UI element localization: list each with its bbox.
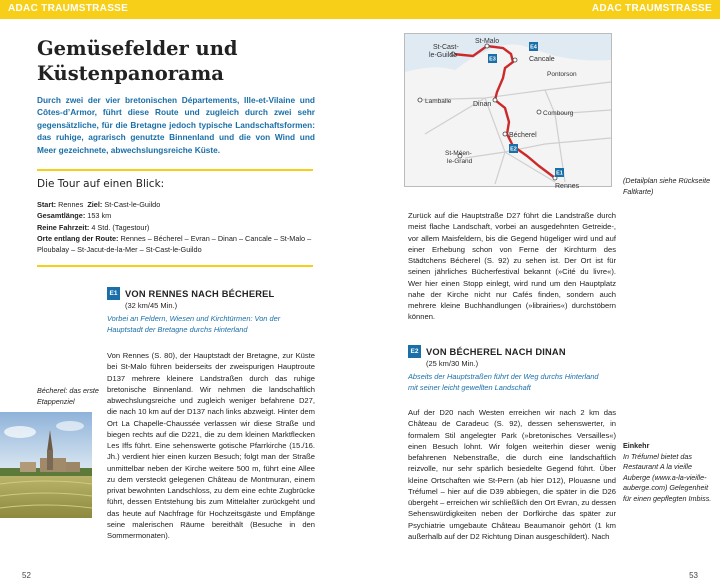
time-value: 4 Std. (Tagestour) [91,222,150,232]
tour-time-line [37,222,313,233]
map-label-becherel: Bécherel [509,132,537,139]
einkehr-text: In Tréfumel bietet das Restaurant A la vieille Auberge (www.a-la-vieille-auberge.com) Gelegenheit für einen gepflegten Imbiss. [623,451,712,503]
map-label: le-Guildo [429,52,458,59]
einkehr-title: Einkehr [623,441,650,450]
map-marker-e1: E1 [556,170,563,177]
map-label: St-Cast- [433,44,459,51]
becherel-photo [0,412,92,518]
stage-badge-e2: E2 [408,345,421,358]
map-label-cancale: Cancale [529,56,555,63]
map-label-pontorson: Pontorson [547,71,577,78]
time-label: Reine Fahrzeit: [37,222,90,232]
page-number-right: 53 [689,571,698,580]
left-header-label: ADAC TRAUMSTRASSE [8,3,129,14]
map-label-dinan: Dinan [473,101,492,108]
start-label: Start: [37,200,57,209]
tour-places-line [37,233,313,256]
tour-length-line [37,210,313,221]
divider [37,265,313,267]
map-caption: (Detailplan siehe Rückseite Faltkarte) [623,176,711,196]
einkehr-box [623,441,715,505]
right-header-label: ADAC TRAUMSTRASSE [591,3,712,14]
section-e1-subtitle: Vorbei an Feldern, Wiesen und Kirchtürmen: Von der Hauptstadt der Bretagne durchs Hinterland [107,314,281,334]
places-value: Rennes – Bécherel – Evran – Dinan – Cancale – St-Malo – Ploubalay – St-Jacut-de-la-Mer – St-Cast-le-Guildo [37,233,312,255]
section-e2-heading [408,345,566,358]
stage-badge-e1: E1 [107,287,120,300]
map-label: le-Grand [447,158,473,165]
section-e1-heading [107,287,274,300]
map-label-combourg: Combourg [543,110,574,117]
section-e1-meta: (32 km/45 Min.) [125,301,178,310]
route-map [404,33,612,190]
page-title: Gemüsefelder und Küstenpanorama [37,37,238,85]
landscape-image [0,412,92,518]
section-e2-body: Auf der D20 nach Westen erreichen wir nach 2 km das Château de Caradeuc (S. 92), dessen sehenswerter, in formalem Stil angelegter Park (»bretonisches Versailles«) einen Besuch lohnt. Wir folgen weiterhin dieser wenig befahrenen Nebenstraße, die durch eine landschaftlich reizvolle, nur sehr spärlich besiedelte Gegend führt. Über kleine Ortschaften wie St-Pern (ab hier D12), Plouasne und Tréfumel – hier auf die D39 abbiegen, die später in die D26 übergeht – erreichen wir schließlich den Ort Evran, zu dessen Sehenswürdigkeiten neben der Dorfkirche das später zur Psychiatrie umgebaute Château Beaumanoir gehört (1 km außerhalb auf der D2 Richtung Dinan ausgeschildert). Nach [408,408,616,541]
tour-heading: Die Tour auf einen Blick: [37,178,165,190]
section-e2-meta: (25 km/30 Min.) [426,359,479,368]
section-e2-title: VON BÉCHEREL NACH DINAN [426,346,566,357]
intro-text: Durch zwei der vier bretonischen Départements, Ille-et-Vilaine und Côtes-d’Armor, führt diese Route und zugleich durch zwei sehr gegensätzliche, für die Bretagne jedoch typische Landschaftsformen: das ruhige, agrarisch genutzte Binnenland und die von Wind und Meer gezeichnete, abwechslungsreiche Küste. [37,95,315,155]
section-e1-body: Von Rennes (S. 80), der Hauptstadt der Bretagne, zur Küste bei St-Malo führen beiderseits der zweispurigen Hauptroute D137 mehrere kleinere Landstraßen durch das ruhige bretonische Binnenland. Wir nehmen die landschaftlich abwechslungsreiche und zugleich weniger befahrene D27, die nach 10 km auf der D137 nach links abzweigt. Hinter dem Ort La Chapelle-Chaussée verlassen wir diese Straße und biegen rechts auf die D221, die zu dem kleinen Marktflecken Les Iffs führt. Eine sehenswerte gotische Pfarrkirche (15./16. Jh.) verdient hier einen kurzen Besuch; folgt man der Straße unmittelbar neben der Kirche weitere 500 m, führt eine Allee zu dem versteckt gelegenen Château de Montmuran, einem privat bewohnten Landschloss, zu dem eine echte Zugbrücke führt, dessen Entstehung bis zum Mittelalter zurückgeht und das heute auf Nachfrage für Hochzeitsgäste und Empfänge seine malerischen Räume bereithält (Besuche in den Sommermonaten). [107,351,315,540]
tour-summary [37,178,313,255]
map-label-rennes: Rennes [555,183,580,190]
page-number-left: 52 [22,571,31,580]
map-marker-e3: E3 [489,56,496,63]
start-value: Rennes [58,200,84,209]
right-header-bar [360,0,720,19]
section-e2-subtitle: Abseits der Hauptstraßen führt der Weg durchs Hinterland mit seiner leicht gewellten Landschaft [408,372,599,392]
left-header-bar [0,0,360,19]
divider [37,169,313,171]
route-map-svg [405,34,611,190]
map-label-st-malo: St-Malo [475,38,500,45]
map-label: St-Méen- [445,150,472,157]
paragraph-top: Zurück auf die Hauptstraße D27 führt die Landstraße durch meist flache Landschaft, vorbei an ausgedehnten Getreide-, vor allem Maisfeldern, bis die Gegend hügeliger wird und auf einer Erhebung schon von Ferne der Kirchturm des Städtchens Bécherel (S. 92) zu sehen ist. Der Ort ist für seinen jährliches Bücherfestival bekannt (»Cité du livre«). Wer hier einen Stopp einlegt, wird rund um den Hauptplatz nahe der Kirche nicht nur Cafés finden, sondern auch mehrere kleine Buchhandlungen (»librairies«) durchstöbern können. [408,211,616,322]
map-marker-e4: E4 [530,44,537,51]
map-marker-e2: E2 [510,146,517,153]
tour-start-line [37,199,313,210]
section-e1-title: VON RENNES NACH BÉCHEREL [125,288,275,299]
photo-caption: Bécherel: das erste Etappenziel [37,386,99,406]
ziel-value: St-Cast-le-Guildo [104,200,161,209]
map-label-lamballe: Lamballe [425,98,452,105]
length-value: 153 km [87,211,112,221]
places-label: Orte entlang der Route: [37,233,119,243]
ziel-label: Ziel: [87,200,103,209]
length-label: Gesamtlänge: [37,211,86,221]
